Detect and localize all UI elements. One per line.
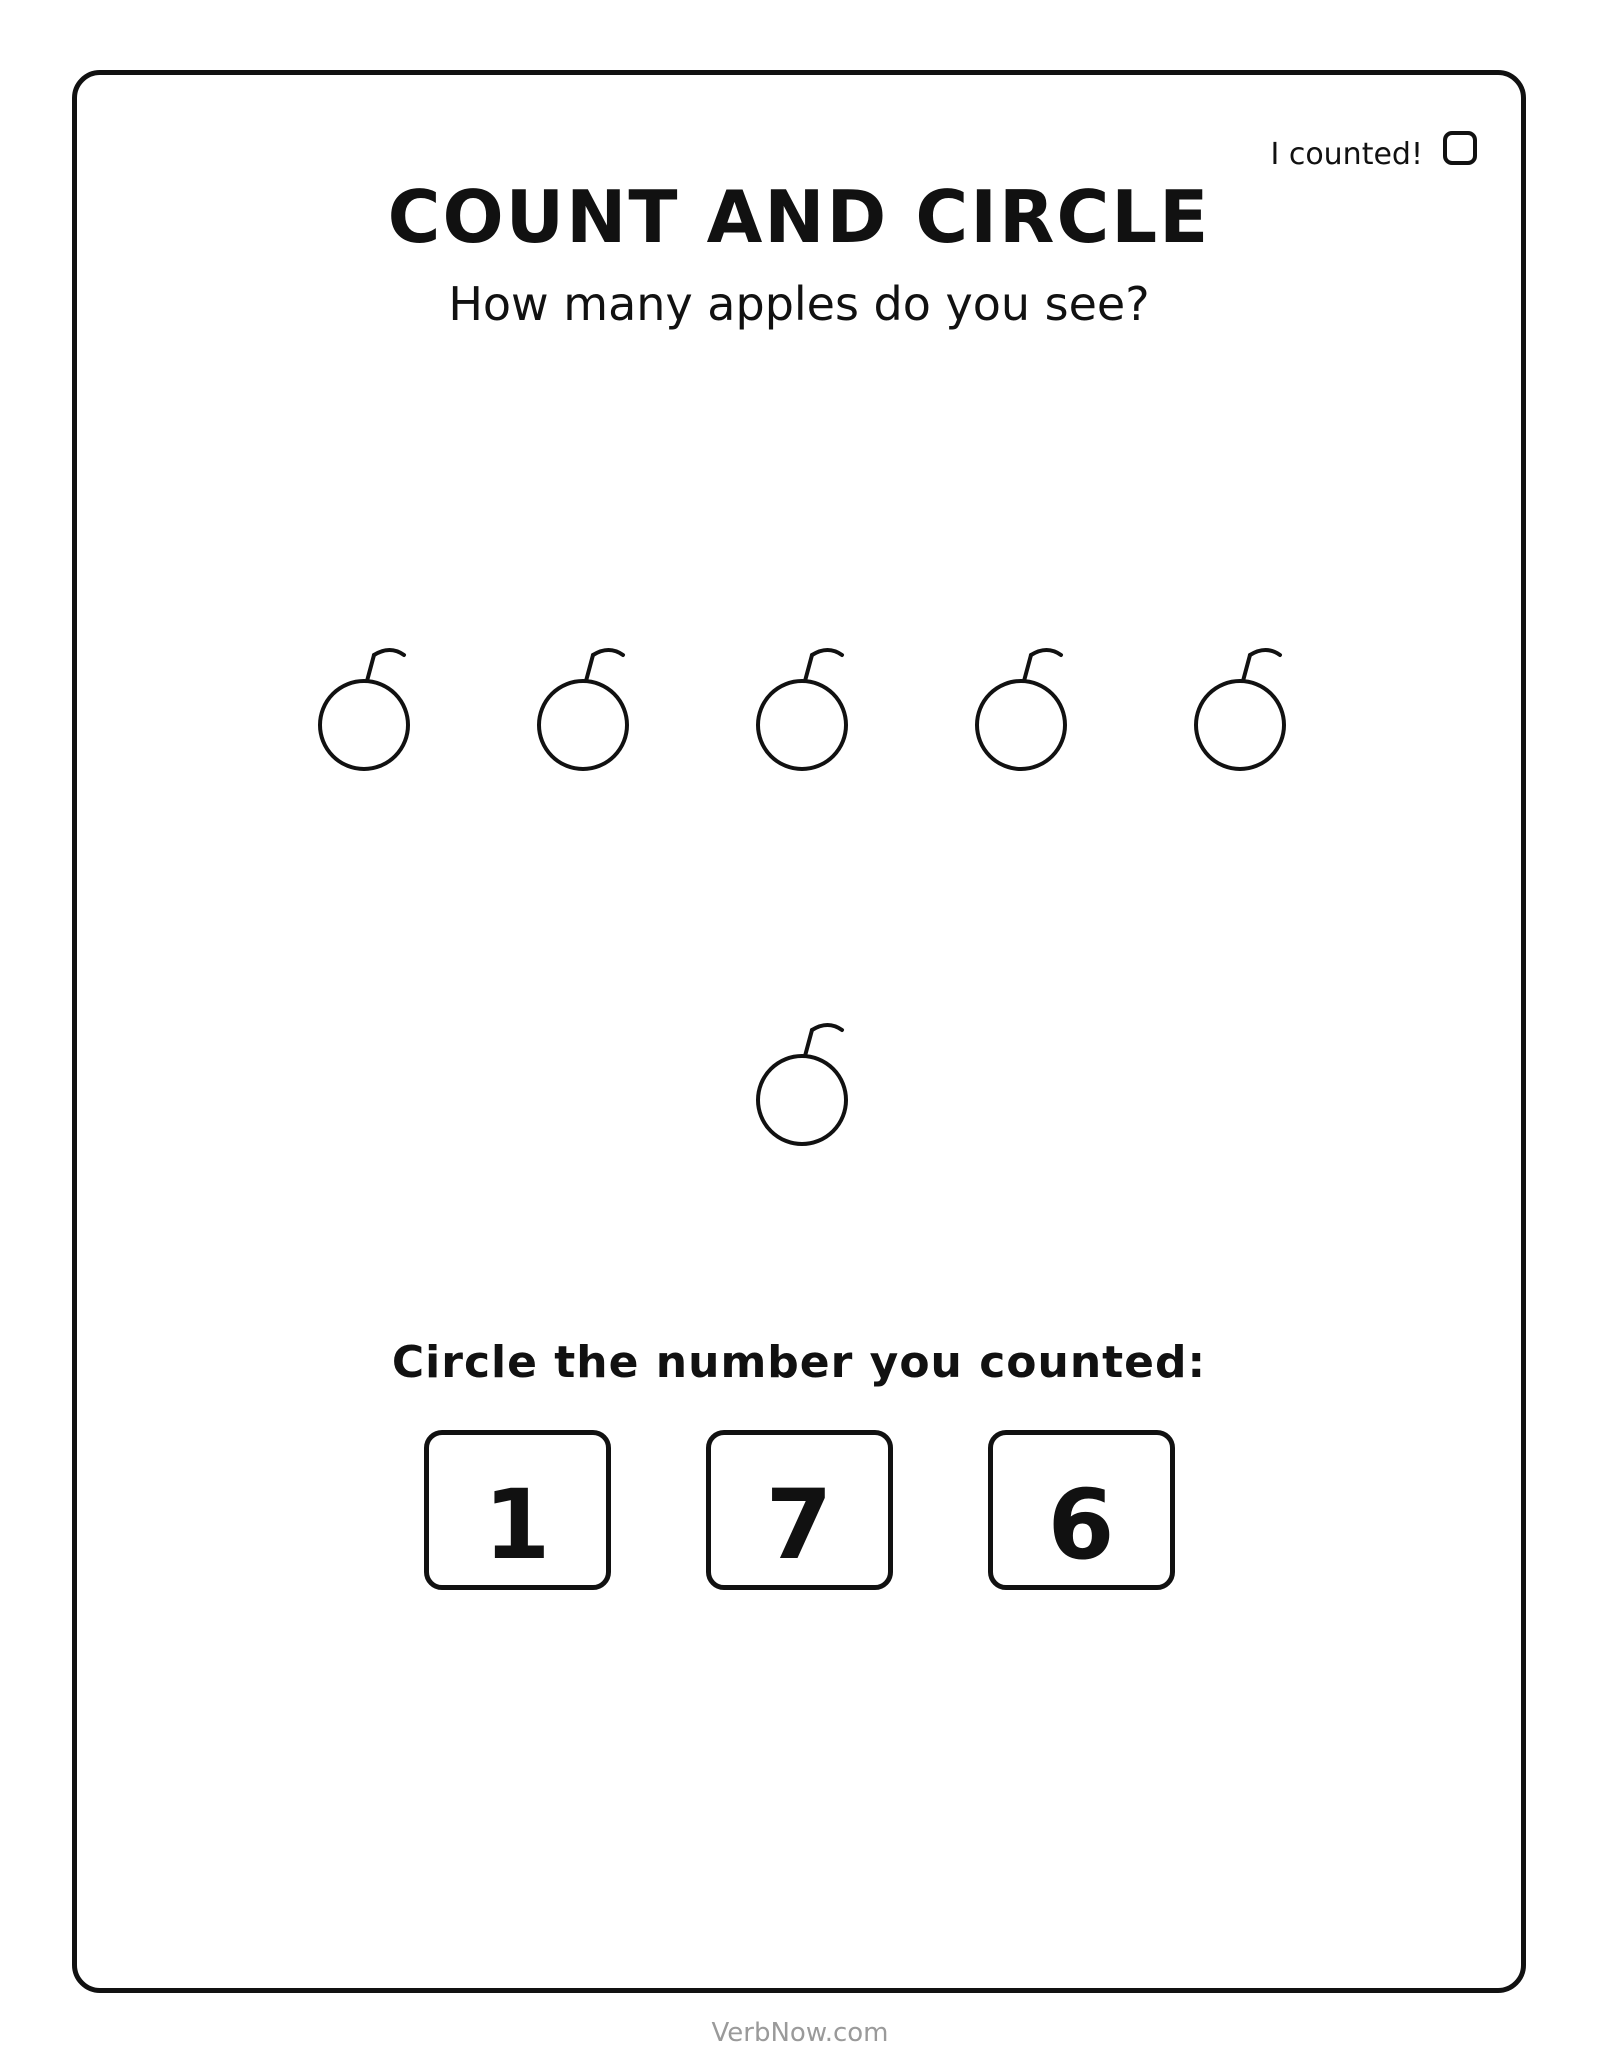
answer-choice-3[interactable]: 6 <box>988 1430 1175 1590</box>
worksheet-subtitle: How many apples do you see? <box>448 277 1150 331</box>
apple-outline-icon <box>1196 650 1284 769</box>
apple-outline-icon <box>977 650 1065 769</box>
apple-group <box>77 75 1531 1998</box>
answer-choices <box>77 1430 1521 1590</box>
site-footer: VerbNow.com <box>711 2018 889 2048</box>
completion-check[interactable] <box>1270 137 1477 172</box>
answer-choice-2[interactable]: 7 <box>706 1430 893 1590</box>
apple-outline-icon <box>758 1025 846 1144</box>
completion-label: I counted! <box>1270 137 1423 172</box>
apple-outline-icon <box>758 650 846 769</box>
instruction-prompt: Circle the number you counted: <box>391 1337 1207 1388</box>
worksheet-title: COUNT AND CIRCLE <box>387 175 1211 259</box>
answer-choice-1[interactable]: 1 <box>424 1430 611 1590</box>
empty-checkbox-icon[interactable] <box>1443 131 1477 165</box>
apple-outline-icon <box>539 650 627 769</box>
apple-outline-icon <box>320 650 408 769</box>
worksheet-frame <box>72 70 1526 1993</box>
